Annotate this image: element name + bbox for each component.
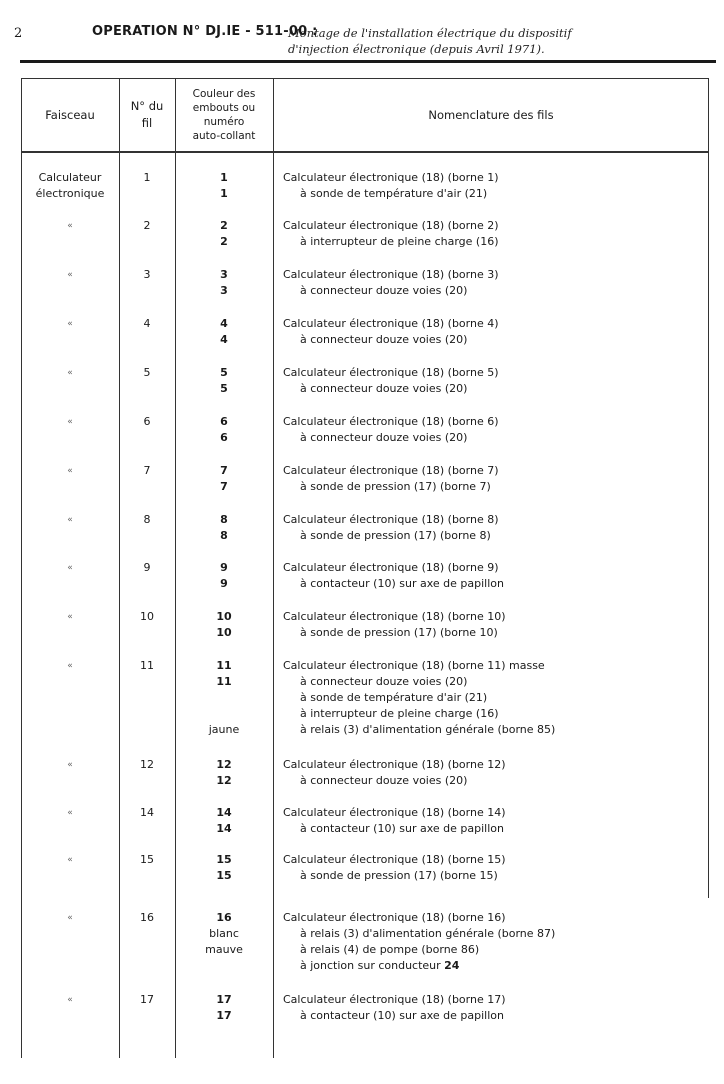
header-couleur-line4: auto-collant	[192, 129, 256, 142]
faisceau-cell	[21, 218, 119, 234]
color-code: 4	[220, 317, 228, 330]
wire-number-cell: 16	[140, 911, 154, 924]
color-code: blanc	[209, 927, 239, 940]
color-code-cell	[175, 658, 273, 738]
color-code-cell	[175, 910, 273, 958]
wire-destination: à relais (3) d'alimentation générale (borne 85)	[300, 723, 556, 736]
color-code: jaune	[208, 723, 240, 736]
nomenclature-cell	[283, 805, 703, 837]
page-number: 2	[14, 26, 23, 41]
faisceau-cell	[21, 316, 119, 332]
color-code: 14	[216, 806, 232, 819]
color-code: 2	[220, 235, 228, 248]
wire-destination: à sonde de pression (17) (borne 7)	[300, 480, 491, 493]
color-code-cell	[175, 992, 273, 1024]
color-code-cell	[175, 852, 273, 884]
wire-number-cell: 3	[143, 268, 151, 281]
header-rule	[20, 60, 716, 63]
wire-number-cell: 12	[140, 758, 154, 771]
color-code: 12	[216, 774, 232, 787]
wire-number-cell: 11	[140, 659, 154, 672]
color-code	[175, 706, 273, 722]
nomenclature-cell	[283, 910, 703, 974]
wire-origin: Calculateur électronique (18) (borne 15)	[283, 853, 506, 866]
wire-number-cell: 9	[143, 561, 151, 574]
ditto-mark: «	[67, 808, 73, 818]
faisceau-cell	[21, 512, 119, 528]
nomenclature-cell	[283, 757, 703, 789]
color-code: 3	[220, 268, 228, 281]
color-code: 14	[216, 822, 232, 835]
column-divider	[273, 78, 274, 1058]
faisceau-text: Calculateur	[38, 171, 102, 184]
wire-origin: Calculateur électronique (18) (borne 1)	[283, 171, 499, 184]
color-code: 9	[220, 577, 228, 590]
wire-destination: à contacteur (10) sur axe de papillon	[300, 822, 504, 835]
color-code: 10	[216, 626, 232, 639]
wire-destination: à sonde de pression (17) (borne 10)	[300, 626, 498, 639]
ditto-mark: «	[67, 417, 73, 427]
nomenclature-cell	[283, 463, 703, 495]
color-code-cell	[175, 805, 273, 837]
color-code: mauve	[205, 943, 243, 956]
wire-destination: à relais (3) d'alimentation générale (borne 87)	[300, 927, 556, 940]
nomenclature-cell	[283, 267, 703, 299]
color-code: 16	[216, 911, 232, 924]
wire-destination: à connecteur douze voies (20)	[300, 675, 468, 688]
header-couleur	[175, 78, 273, 151]
color-code: 11	[216, 675, 232, 688]
color-code: 15	[216, 853, 232, 866]
wire-number-cell: 5	[143, 366, 151, 379]
header-numero-fil-line1: N° du	[130, 98, 164, 113]
header-nomenclature: Nomenclature des fils	[428, 107, 554, 122]
ditto-mark: «	[67, 913, 73, 923]
operation-code: OPERATION N° DJ.IE - 511-00 :	[92, 24, 318, 39]
ditto-mark: «	[67, 270, 73, 280]
color-code: 17	[216, 1009, 232, 1022]
color-code: 9	[220, 561, 228, 574]
color-code-cell	[175, 609, 273, 641]
nomenclature-cell	[283, 609, 703, 641]
nomenclature-cell	[283, 992, 703, 1024]
wire-origin: Calculateur électronique (18) (borne 2)	[283, 219, 499, 232]
wire-origin: Calculateur électronique (18) (borne 3)	[283, 268, 499, 281]
wire-destination: à connecteur douze voies (20)	[300, 431, 468, 444]
wire-number-cell: 15	[140, 853, 154, 866]
color-code-cell	[175, 414, 273, 446]
color-code-cell	[175, 218, 273, 250]
wire-number-cell: 2	[143, 219, 151, 232]
operation-title-line1: Montage de l'installation électrique du dispositif	[288, 26, 572, 40]
nomenclature-cell	[283, 170, 703, 202]
color-code: 8	[220, 529, 228, 542]
wire-destination: à interrupteur de pleine charge (16)	[300, 235, 499, 248]
nomenclature-cell	[283, 560, 703, 592]
color-code: 10	[216, 610, 232, 623]
faisceau-cell	[21, 910, 119, 926]
color-code: 2	[220, 219, 228, 232]
faisceau-cell	[21, 414, 119, 430]
color-code: 6	[220, 431, 228, 444]
wire-destination: à connecteur douze voies (20)	[300, 284, 468, 297]
color-code: 5	[220, 366, 228, 379]
ditto-mark: «	[67, 563, 73, 573]
wire-destination: à sonde de pression (17) (borne 15)	[300, 869, 498, 882]
nomenclature-cell	[283, 414, 703, 446]
wire-origin: Calculateur électronique (18) (borne 8)	[283, 513, 499, 526]
nomenclature-cell	[283, 316, 703, 348]
nomenclature-cell	[283, 852, 703, 884]
wire-origin: Calculateur électronique (18) (borne 9)	[283, 561, 499, 574]
ditto-mark: «	[67, 855, 73, 865]
wiring-table	[21, 78, 709, 1058]
ditto-mark: «	[67, 466, 73, 476]
wire-number-cell: 1	[143, 171, 151, 184]
color-code-cell	[175, 463, 273, 495]
faisceau-cell	[21, 267, 119, 283]
wire-number-cell: 14	[140, 806, 154, 819]
wire-origin: Calculateur électronique (18) (borne 12)	[283, 758, 506, 771]
ditto-mark: «	[67, 221, 73, 231]
wire-destination: à sonde de température d'air (21)	[300, 691, 488, 704]
ditto-mark: «	[67, 995, 73, 1005]
wire-destination: à sonde de température d'air (21)	[300, 187, 488, 200]
wire-number-cell: 10	[140, 610, 154, 623]
header-couleur-line2: embouts ou	[192, 101, 256, 114]
faisceau-cell	[21, 463, 119, 479]
table-right-border	[708, 78, 709, 898]
faisceau-cell	[21, 609, 119, 625]
faisceau-cell	[21, 852, 119, 868]
faisceau-cell	[21, 658, 119, 674]
header-numero-fil	[119, 78, 175, 151]
color-code: 7	[220, 464, 228, 477]
color-code: 15	[216, 869, 232, 882]
wire-destination: à contacteur (10) sur axe de papillon	[300, 1009, 504, 1022]
faisceau-cell	[21, 757, 119, 773]
nomenclature-cell	[283, 512, 703, 544]
wire-destination: à connecteur douze voies (20)	[300, 774, 468, 787]
ditto-mark: «	[67, 368, 73, 378]
header-couleur-line3: numéro	[203, 115, 245, 128]
color-code: 11	[216, 659, 232, 672]
color-code: 3	[220, 284, 228, 297]
color-code: 1	[220, 171, 228, 184]
nomenclature-cell	[283, 658, 703, 738]
wire-number-cell: 17	[140, 993, 154, 1006]
wire-destination: à contacteur (10) sur axe de papillon	[300, 577, 504, 590]
ditto-mark: «	[67, 661, 73, 671]
table-header-divider	[21, 151, 709, 153]
wire-origin: Calculateur électronique (18) (borne 16)	[283, 911, 506, 924]
faisceau-text: électronique	[35, 187, 105, 200]
header-numero-fil-line2: fil	[141, 115, 153, 130]
wire-origin: Calculateur électronique (18) (borne 5)	[283, 366, 499, 379]
color-code-cell	[175, 365, 273, 397]
wire-number-cell: 4	[143, 317, 151, 330]
ditto-mark: «	[67, 319, 73, 329]
wire-number-cell: 6	[143, 415, 151, 428]
wire-destination: à sonde de pression (17) (borne 8)	[300, 529, 491, 542]
wire-origin: Calculateur électronique (18) (borne 6)	[283, 415, 499, 428]
faisceau-cell	[21, 805, 119, 821]
color-code: 5	[220, 382, 228, 395]
color-code: 6	[220, 415, 228, 428]
wire-destination: à connecteur douze voies (20)	[300, 382, 468, 395]
color-code: 12	[216, 758, 232, 771]
faisceau-cell	[21, 560, 119, 576]
operation-title-line2: d'injection électronique (depuis Avril 1971).	[288, 42, 545, 56]
color-code: 4	[220, 333, 228, 346]
wire-destination: à interrupteur de pleine charge (16)	[300, 707, 499, 720]
operation-title	[288, 25, 572, 57]
color-code: 1	[220, 187, 228, 200]
color-code: 7	[220, 480, 228, 493]
header-couleur-line1: Couleur des	[192, 87, 256, 100]
wire-origin: Calculateur électronique (18) (borne 10)	[283, 610, 506, 623]
color-code-cell	[175, 512, 273, 544]
faisceau-cell	[21, 365, 119, 381]
header-faisceau: Faisceau	[45, 107, 95, 122]
nomenclature-cell	[283, 218, 703, 250]
color-code-cell	[175, 560, 273, 592]
color-code-cell	[175, 267, 273, 299]
faisceau-cell	[21, 170, 119, 202]
wire-number-cell: 7	[143, 464, 151, 477]
wire-destination: à jonction sur conducteur 24	[300, 959, 460, 972]
wire-origin: Calculateur électronique (18) (borne 11) masse	[283, 659, 545, 672]
color-code-cell	[175, 170, 273, 202]
ditto-mark: «	[67, 515, 73, 525]
wire-origin: Calculateur électronique (18) (borne 7)	[283, 464, 499, 477]
ditto-mark: «	[67, 760, 73, 770]
color-code: 8	[220, 513, 228, 526]
color-code-cell	[175, 757, 273, 789]
faisceau-cell	[21, 992, 119, 1008]
wire-destination: à connecteur douze voies (20)	[300, 333, 468, 346]
wire-origin: Calculateur électronique (18) (borne 17)	[283, 993, 506, 1006]
wire-number-cell: 8	[143, 513, 151, 526]
color-code-cell	[175, 316, 273, 348]
conductor-number: 24	[444, 959, 460, 972]
wire-origin: Calculateur électronique (18) (borne 14)	[283, 806, 506, 819]
nomenclature-cell	[283, 365, 703, 397]
ditto-mark: «	[67, 612, 73, 622]
wire-destination: à relais (4) de pompe (borne 86)	[300, 943, 480, 956]
color-code: 17	[216, 993, 232, 1006]
wire-origin: Calculateur électronique (18) (borne 4)	[283, 317, 499, 330]
color-code	[175, 690, 273, 706]
